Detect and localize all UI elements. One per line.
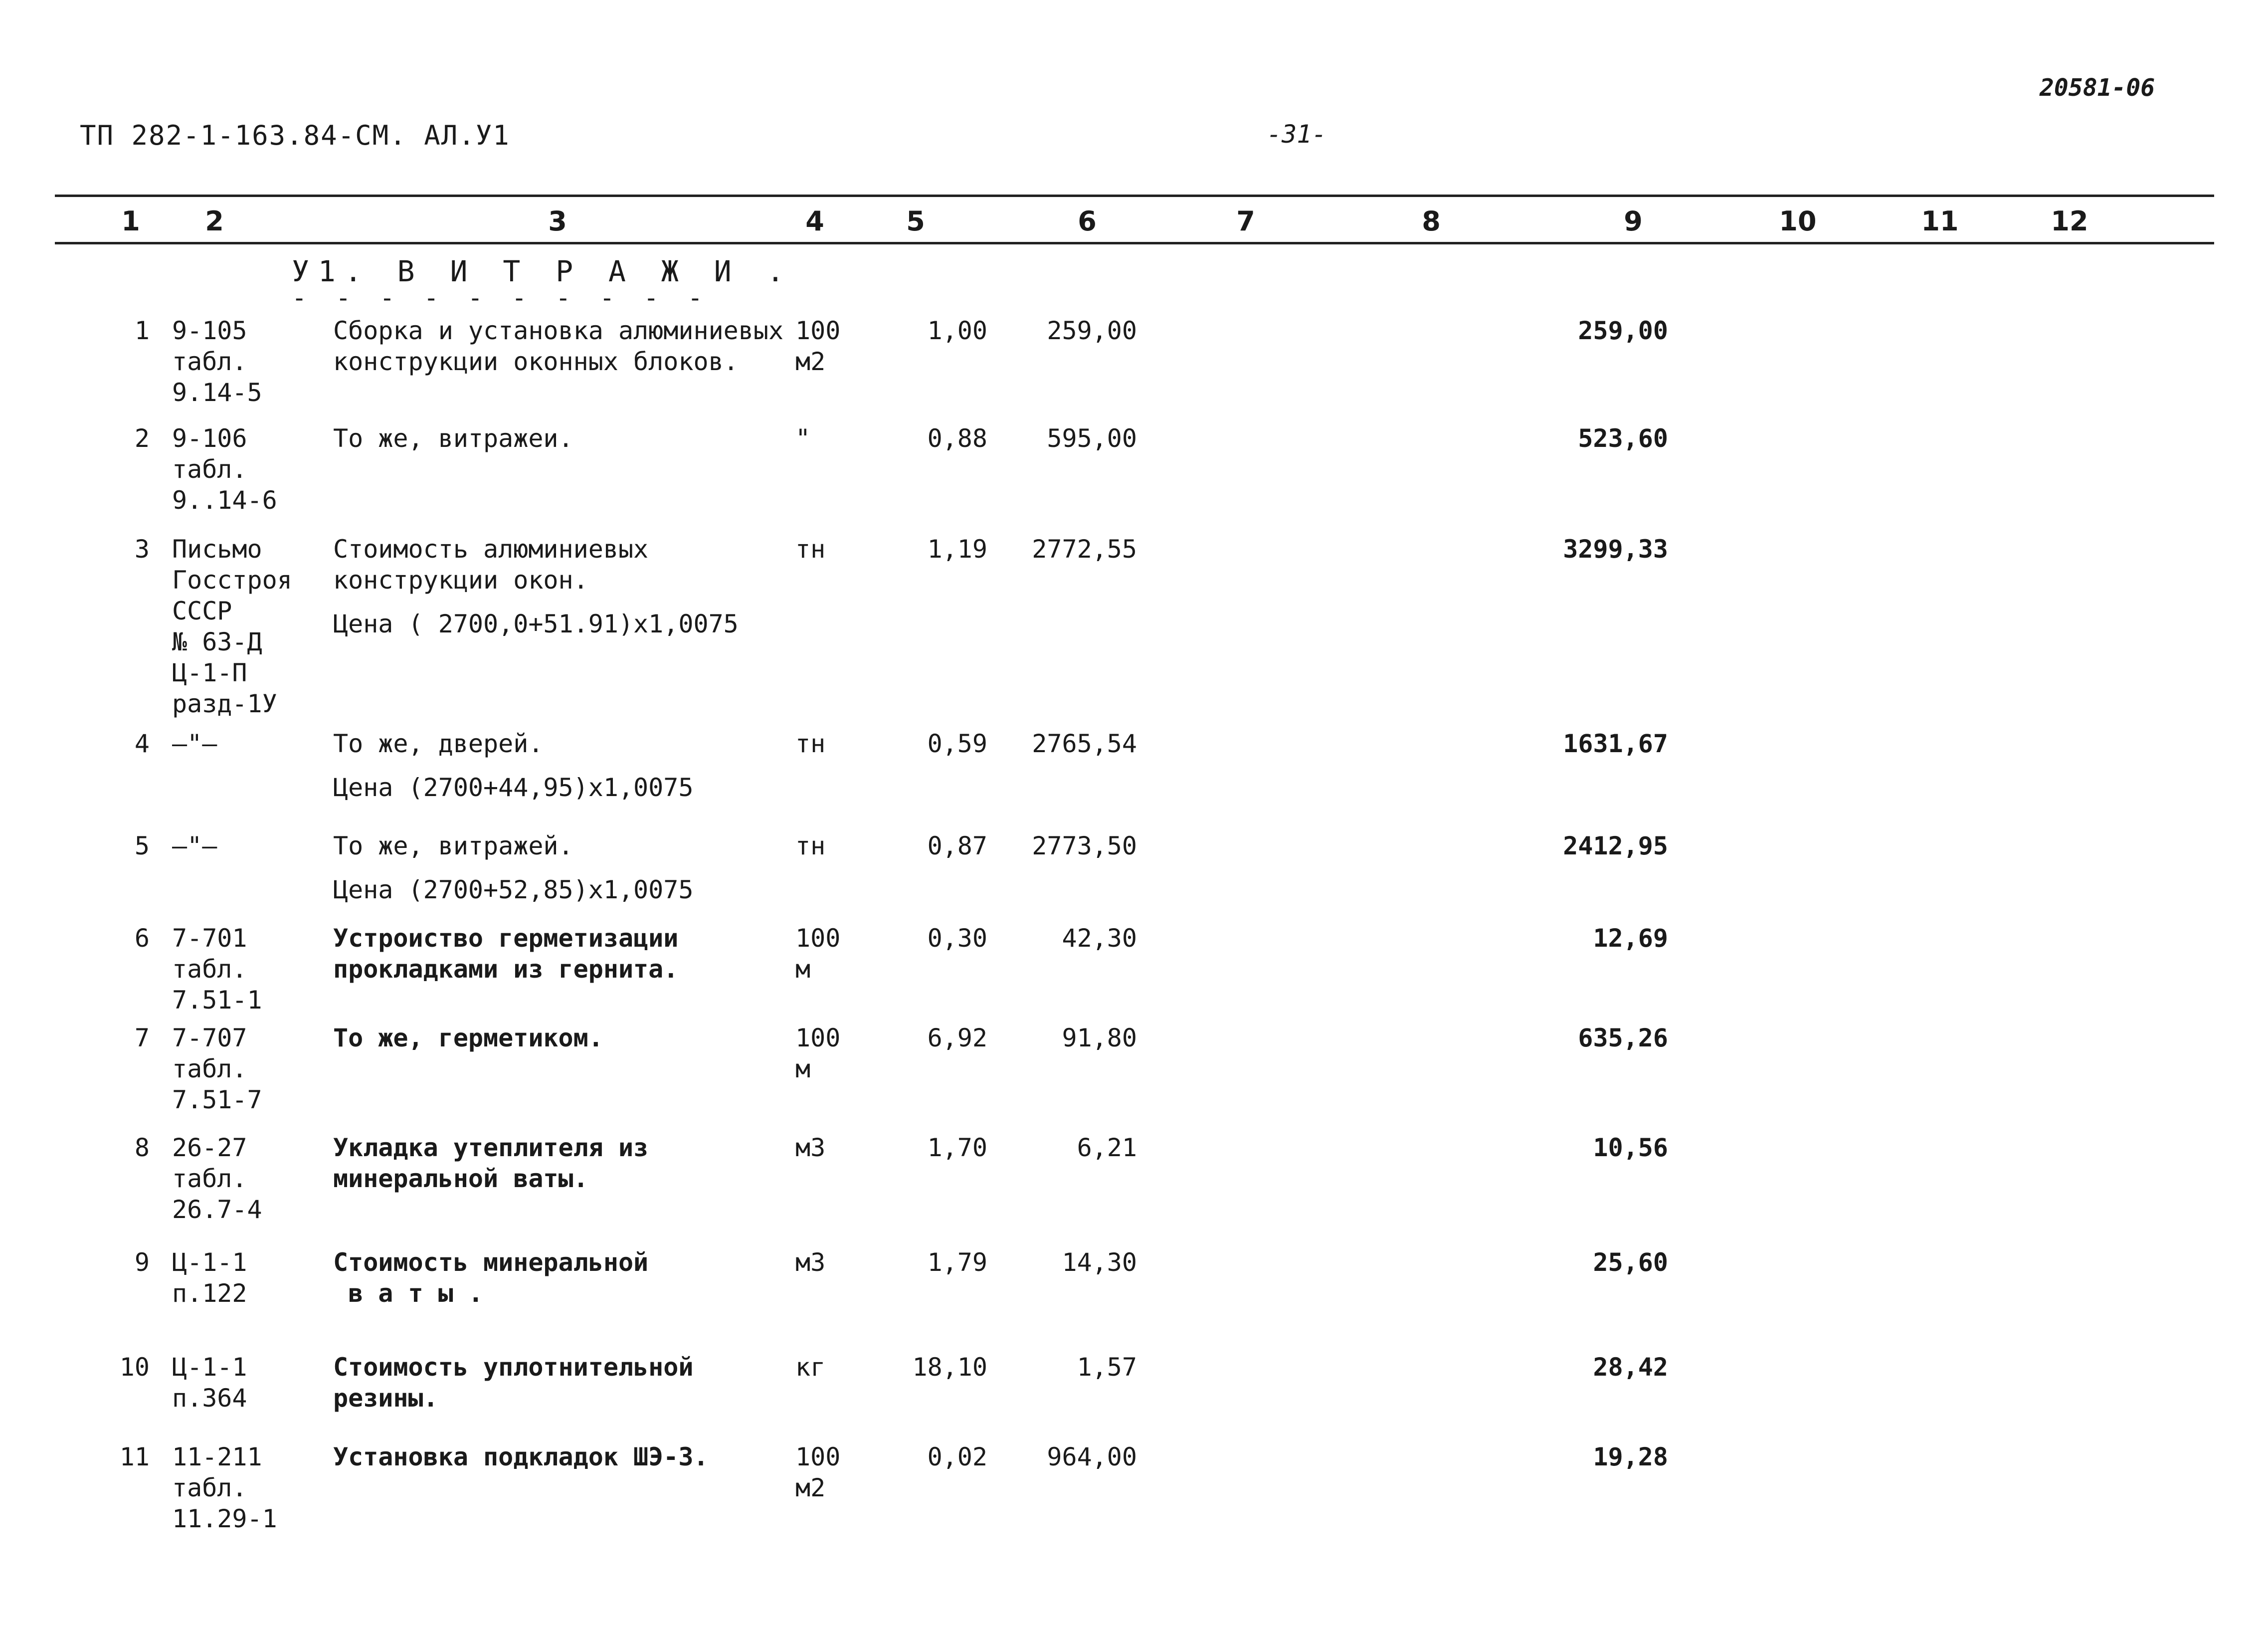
- total-cost: 1631,67: [1563, 729, 1668, 758]
- norm-code: Ц-1-1 п.122: [172, 1248, 247, 1308]
- total-cost: 10,56: [1593, 1133, 1668, 1162]
- row-number: 5: [134, 831, 150, 860]
- norm-code: 7-707 табл. 7.51-7: [172, 1024, 262, 1114]
- total-cost: 19,28: [1593, 1442, 1668, 1471]
- total-cost: 3299,33: [1563, 535, 1668, 564]
- quantity: 0,87: [927, 831, 987, 860]
- unit: тн: [795, 831, 826, 860]
- work-description: [333, 1352, 693, 1414]
- unit: м3: [795, 1248, 826, 1277]
- unit: 100 м: [795, 924, 841, 984]
- row-number: 11: [119, 1442, 150, 1471]
- archive-number: 20581-06: [2040, 74, 2155, 102]
- total-cost: 25,60: [1593, 1248, 1668, 1277]
- column-number: 9: [1624, 205, 1643, 237]
- norm-code: —"—: [172, 831, 217, 860]
- unit: тн: [795, 729, 826, 758]
- unit-price: 2772,55: [1032, 535, 1137, 564]
- column-number: 8: [1422, 205, 1441, 237]
- unit-price: 2765,54: [1032, 729, 1137, 758]
- page-number: -31-: [1267, 120, 1327, 149]
- work-description: [333, 1023, 603, 1053]
- work-description-text: То же, герметиком.: [333, 1024, 603, 1052]
- total-cost: 523,60: [1578, 424, 1668, 453]
- work-description: [333, 830, 693, 905]
- table-top-rule: [55, 195, 2214, 197]
- row-number: 2: [134, 424, 150, 453]
- work-description-text: Установка подкладок ШЭ-3.: [333, 1442, 709, 1471]
- work-description: [333, 534, 739, 639]
- norm-code: 7-701 табл. 7.51-1: [172, 924, 262, 1015]
- row-number: 3: [134, 535, 150, 564]
- row-number: 4: [134, 729, 150, 758]
- quantity: 1,19: [927, 535, 987, 564]
- work-description: [333, 1132, 648, 1194]
- quantity: 0,88: [927, 424, 987, 453]
- unit: 100 м: [795, 1024, 841, 1083]
- norm-code: 9-106 табл. 9..14-6: [172, 424, 277, 515]
- row-number: 6: [134, 924, 150, 953]
- unit-price: 259,00: [1047, 316, 1137, 345]
- work-description: [333, 728, 693, 803]
- column-number: 10: [1779, 205, 1817, 237]
- quantity: 0,59: [927, 729, 987, 758]
- row-number: 1: [134, 316, 150, 345]
- column-number: 6: [1078, 205, 1097, 237]
- work-description-text: Стоимость минеральной в а т ы .: [333, 1248, 649, 1308]
- unit-price: 964,00: [1047, 1442, 1137, 1471]
- unit: 100 м2: [795, 316, 841, 376]
- column-number: 3: [548, 205, 567, 237]
- unit-price: 6,21: [1077, 1133, 1137, 1162]
- work-description: [333, 1247, 648, 1309]
- quantity: 1,70: [927, 1133, 987, 1162]
- unit-price: 2773,50: [1032, 831, 1137, 860]
- unit-price: 42,30: [1062, 924, 1137, 953]
- column-number: 5: [906, 205, 925, 237]
- quantity: 18,10: [912, 1353, 987, 1382]
- unit-price: 595,00: [1047, 424, 1137, 453]
- column-number: 11: [1921, 205, 1959, 237]
- work-description: [333, 423, 573, 454]
- column-number: 1: [121, 205, 140, 237]
- price-formula: Цена ( 2700,0+51.91)х1,0075: [333, 610, 739, 638]
- quantity: 1,79: [927, 1248, 987, 1277]
- row-number: 9: [134, 1248, 150, 1277]
- row-number: 10: [119, 1353, 150, 1382]
- column-number: 12: [2051, 205, 2088, 237]
- unit: тн: [795, 535, 826, 564]
- work-description-text: То же, дверей.: [333, 729, 544, 758]
- total-cost: 12,69: [1593, 924, 1668, 953]
- work-description-text: То же, витражей.: [333, 831, 573, 860]
- total-cost: 28,42: [1593, 1353, 1668, 1382]
- unit: кг: [795, 1353, 826, 1382]
- row-number: 8: [134, 1133, 150, 1162]
- column-number: 4: [805, 205, 824, 237]
- norm-code: 9-105 табл. 9.14-5: [172, 316, 262, 407]
- document-code: ТП 282-1-163.84-СМ. АЛ.У1: [80, 120, 510, 151]
- total-cost: 2412,95: [1563, 831, 1668, 860]
- unit: 100 м2: [795, 1442, 841, 1502]
- section-title: У1. В И Т Р А Ж И .: [292, 254, 793, 288]
- quantity: 6,92: [927, 1024, 987, 1052]
- unit-price: 14,30: [1062, 1248, 1137, 1277]
- quantity: 0,02: [927, 1442, 987, 1471]
- table-header-rule: [55, 242, 2214, 244]
- total-cost: 259,00: [1578, 316, 1668, 345]
- norm-code: Ц-1-1 п.364: [172, 1353, 247, 1413]
- unit: м3: [795, 1133, 826, 1162]
- work-description-text: Сборка и установка алюминиевых конструкции оконных блоков.: [333, 316, 784, 376]
- unit-price: 91,80: [1062, 1024, 1137, 1052]
- work-description: [333, 1441, 709, 1472]
- quantity: 1,00: [927, 316, 987, 345]
- unit-price: 1,57: [1077, 1353, 1137, 1382]
- unit: ": [795, 424, 811, 453]
- row-number: 7: [134, 1024, 150, 1052]
- column-number: 7: [1236, 205, 1255, 237]
- price-formula: Цена (2700+52,85)х1,0075: [333, 875, 694, 904]
- work-description-text: Устроиство герметизации прокладками из гернита.: [333, 924, 679, 984]
- norm-code: Письмо Госстроя СССР № 63-Д Ц-1-П разд-1У: [172, 535, 292, 718]
- work-description: [333, 923, 678, 985]
- total-cost: 635,26: [1578, 1024, 1668, 1052]
- work-description-text: Стоимость уплотнительной резины.: [333, 1353, 694, 1413]
- work-description: [333, 315, 783, 377]
- column-number: 2: [205, 205, 224, 237]
- work-description-text: То же, витражеи.: [333, 424, 573, 453]
- quantity: 0,30: [927, 924, 987, 953]
- work-description-text: Укладка утеплителя из минеральной ваты.: [333, 1133, 649, 1193]
- norm-code: 26-27 табл. 26.7-4: [172, 1133, 262, 1224]
- section-underline: - - - - - - - - - -: [292, 283, 710, 312]
- price-formula: Цена (2700+44,95)х1,0075: [333, 773, 694, 802]
- work-description-text: Стоимость алюминиевых конструкции окон.: [333, 535, 649, 595]
- norm-code: —"—: [172, 729, 217, 758]
- norm-code: 11-211 табл. 11.29-1: [172, 1442, 277, 1533]
